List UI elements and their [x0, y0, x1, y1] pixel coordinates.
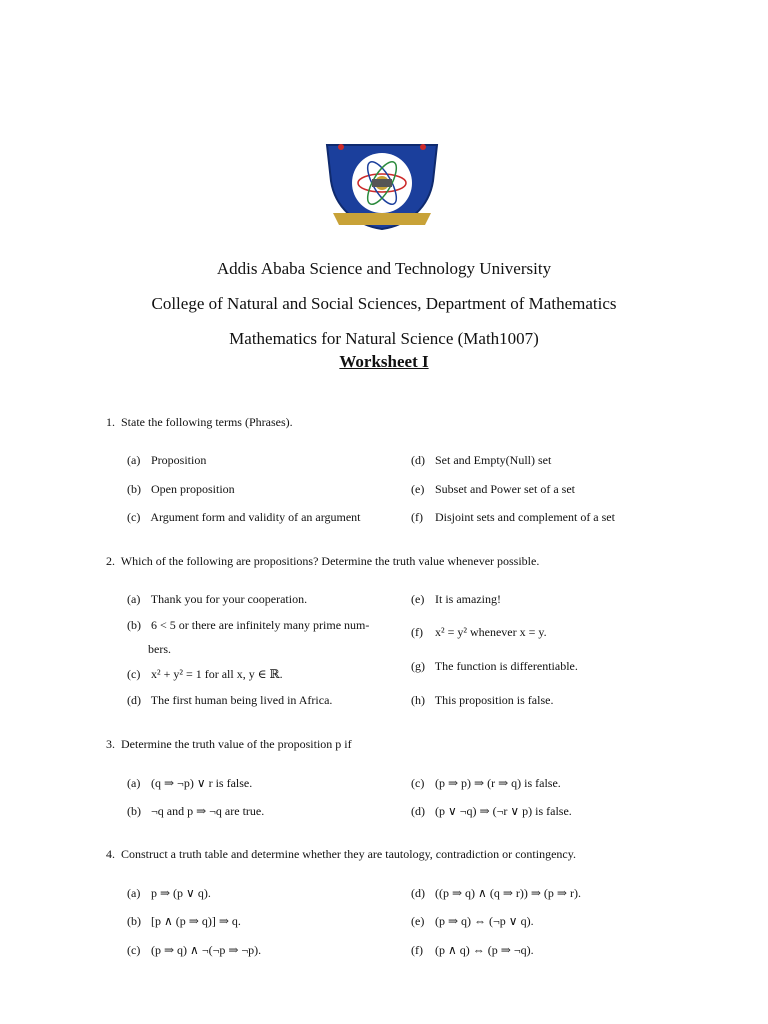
- list-item: (a) Proposition: [127, 453, 207, 467]
- question-number: 3.: [106, 737, 115, 751]
- list-item: (b) Open proposition: [127, 482, 235, 496]
- university-logo: [319, 139, 445, 235]
- question-number: 2.: [106, 554, 115, 568]
- question-text: State the following terms (Phrases).: [121, 415, 293, 429]
- list-item: (d) Set and Empty(Null) set: [411, 453, 552, 467]
- list-item: (c) (p ⇒ p) ⇒ (r ⇒ q) is false.: [411, 776, 561, 790]
- list-item: (a) p ⇒ (p ∨ q).: [127, 886, 211, 900]
- question-1: [106, 415, 293, 430]
- list-item: (a) Thank you for your cooperation.: [127, 592, 308, 606]
- question-text: Construct a truth table and determine whether they are tautology, contradiction or contingency.: [121, 847, 576, 861]
- question-3: [106, 737, 352, 752]
- worksheet-title: Worksheet I: [339, 352, 429, 371]
- list-item: (b) 6 < 5 or there are infinitely many prime num- bers.: [127, 618, 370, 656]
- list-item: (c) Argument form and validity of an argument: [127, 510, 361, 524]
- list-item: (f) x² = y² whenever x = y.: [411, 625, 547, 639]
- college-department: College of Natural and Social Sciences, Department of Mathematics: [151, 294, 617, 313]
- list-item: (c) (p ⇒ q) ∧ ¬(¬p ⇒ ¬p).: [127, 943, 262, 957]
- question-text: Determine the truth value of the proposition p if: [121, 737, 352, 751]
- university-seal-icon: [319, 139, 445, 235]
- list-item: (h) This proposition is false.: [411, 693, 554, 707]
- list-item: (c) x² + y² = 1 for all x, y ∈ ℝ.: [127, 667, 283, 681]
- list-item: (d) (p ∨ ¬q) ⇒ (¬r ∨ p) is false.: [411, 804, 572, 818]
- list-item: (e) (p ⇒ q) ⇔ (¬p ∨ q).: [411, 914, 534, 928]
- question-number: 4.: [106, 847, 115, 861]
- list-item: (d) The first human being lived in Africa.: [127, 693, 333, 707]
- list-item: (e) Subset and Power set of a set: [411, 482, 575, 496]
- list-item: (b) ¬q and p ⇒ ¬q are true.: [127, 804, 265, 818]
- list-item: (g) The function is differentiable.: [411, 659, 578, 673]
- list-item: (d) ((p ⇒ q) ∧ (q ⇒ r)) ⇒ (p ⇒ r).: [411, 886, 581, 900]
- list-item: (e) It is amazing!: [411, 592, 501, 606]
- list-item: (f) (p ∧ q) ⇔ (p ⇒ ¬q).: [411, 943, 534, 957]
- course-title: Mathematics for Natural Science (Math1007): [229, 329, 539, 348]
- list-item: (b) [p ∧ (p ⇒ q)] ⇒ q.: [127, 914, 241, 928]
- question-2: [106, 554, 539, 569]
- list-item: (a) (q ⇒ ¬p) ∨ r is false.: [127, 776, 253, 790]
- university-name: Addis Ababa Science and Technology University: [216, 259, 552, 278]
- list-item: (f) Disjoint sets and complement of a set: [411, 510, 615, 524]
- question-text: Which of the following are propositions? Determine the truth value whenever possible.: [120, 554, 540, 568]
- question-number: 1.: [106, 415, 115, 429]
- question-4: [106, 847, 576, 862]
